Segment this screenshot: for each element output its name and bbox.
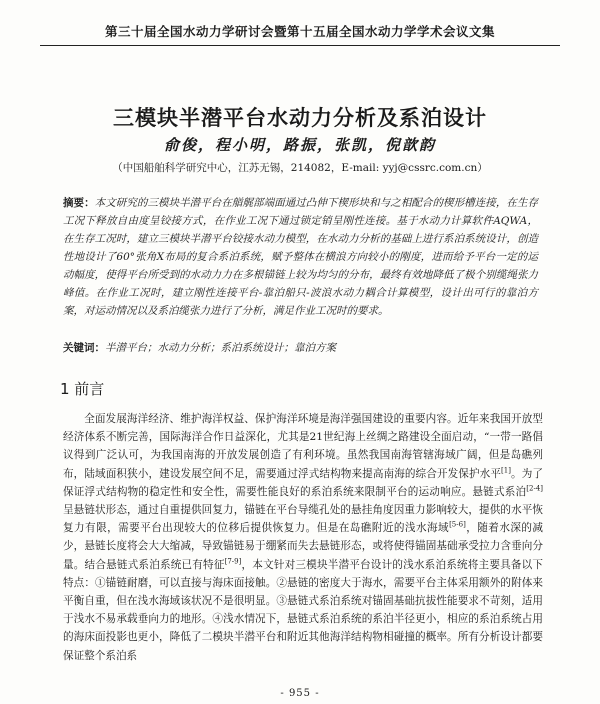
text-run: ，本文针对三模块半潜平台设计的浅水系泊系统将主要具备以下特点：①锚链耐磨，可以直接与海床面接触。②悬链的密度大于海水，需要平台主体采用额外的附体来平衡自重，但在浅水海域该状况不是很明显。③悬链式系泊系统对锚固基础抗拔性能要求不苛刻，适用于浅水不易承载垂向力的地形。④浅水情况下，悬链式系泊系统的系泊半径更小，相应的系泊系统占用的海床面投影也更小，降低了二模块半潜平台和附近其他海洋结构物相碰撞的概率。所有分析设计都要保证整个系泊系 xyxy=(63,558,544,662)
page-number: - 955 - xyxy=(280,688,320,699)
author-list: 俞俊，程小明，路振，张凯，倪歆韵 xyxy=(163,136,436,154)
keywords-label: 关键词： xyxy=(63,342,105,354)
paper-title: 三模块半潜平台水动力分析及系泊设计 xyxy=(113,106,487,130)
section-heading: 1 前言 xyxy=(60,380,105,398)
text-run: 全面发展海洋经济、维护海洋权益、保护海洋环境是海洋强国建设的重要内容。近年来我国开放型经济体系不断完善，国际海洋合作日益深化，尤其是21世纪海上丝绸之路建设全面启动，“一带一路倡议得到广泛认可，为我国南海的开放发展创造了有利环境。虽然我国南海管辖海域广阔，但是岛礁列布，陆域面积狭小，建设发展空间不足，需要通过浮式结构物来提高南海的综合开发保护水平 xyxy=(63,413,543,480)
abstract-text: 本文研究的三模块半潜平台在艏艉部端面通过凸伸下楔形块和与之相配合的楔形槽连接，在生存工况下释放自由度呈铰接方式，在作业工况下通过锁定销呈刚性连接。基于水动力计算软件AQWA，在生存工况时，建立三模块半潜平台铰接水动力模型，在水动力分析的基础上进行系泊系统设计，创造性地设计了60°张角X布局的复合系泊系统，赋予整体在横浪方向较小的刚度，进而给予平台一定的运动幅度，使得平台所受到的水动力力在多根锚链上较为均匀的分布，最终有效地降低了极个别缆绳张力峰值。在作业工况时，建立刚性连接平台-靠泊船只-波浪水动力耦合计算模型，设计出可行的靠泊方案，对运动情况以及系泊缆张力进行了分析，满足作业工况时的要求。 xyxy=(63,197,538,317)
paragraph xyxy=(63,410,543,665)
abstract-label: 摘要： xyxy=(63,197,95,209)
body-text xyxy=(63,410,543,665)
text-run: 呈悬链状形态，通过自重提供回复力，锚链在平台导缆孔处的悬挂角度因重力影响较大，提供的水平恢复力有限，需要平台出现较大的位移后提供恢复力。但是在岛礁附近的浅水海域 xyxy=(63,504,543,535)
citation[interactable]: [2-4] xyxy=(526,484,543,493)
affiliation: （中国船舶科学研究中心，江苏无锡，214082，E-mail: yyj@cssrc.com.cn） xyxy=(112,162,488,174)
citation[interactable]: [7-9] xyxy=(224,557,242,566)
text-run: ，随着水深的减少，悬链长度将会大大缩减，导致锚链易于绷紧而失去悬链形态，或将使得锚固基础承受拉力含垂向分量。结合悬链式系泊系统已有特征 xyxy=(63,522,544,571)
citation[interactable]: [5-6] xyxy=(449,520,466,529)
running-header: 第三十届全国水动力学研讨会暨第十五届全国水动力学学术会议文集 xyxy=(104,24,495,39)
keywords xyxy=(63,340,538,355)
keywords-text: 半潜平台；水动力分析；系泊系统设计；靠泊方案 xyxy=(105,342,336,354)
text-run: 。为了保证浮式结构物的稳定性和安全性，需要性能良好的系泊系统来限制平台的运动响应。悬链式系泊 xyxy=(63,467,544,498)
abstract xyxy=(63,194,538,320)
header-divider xyxy=(40,45,560,46)
citation[interactable]: [1] xyxy=(501,466,511,475)
